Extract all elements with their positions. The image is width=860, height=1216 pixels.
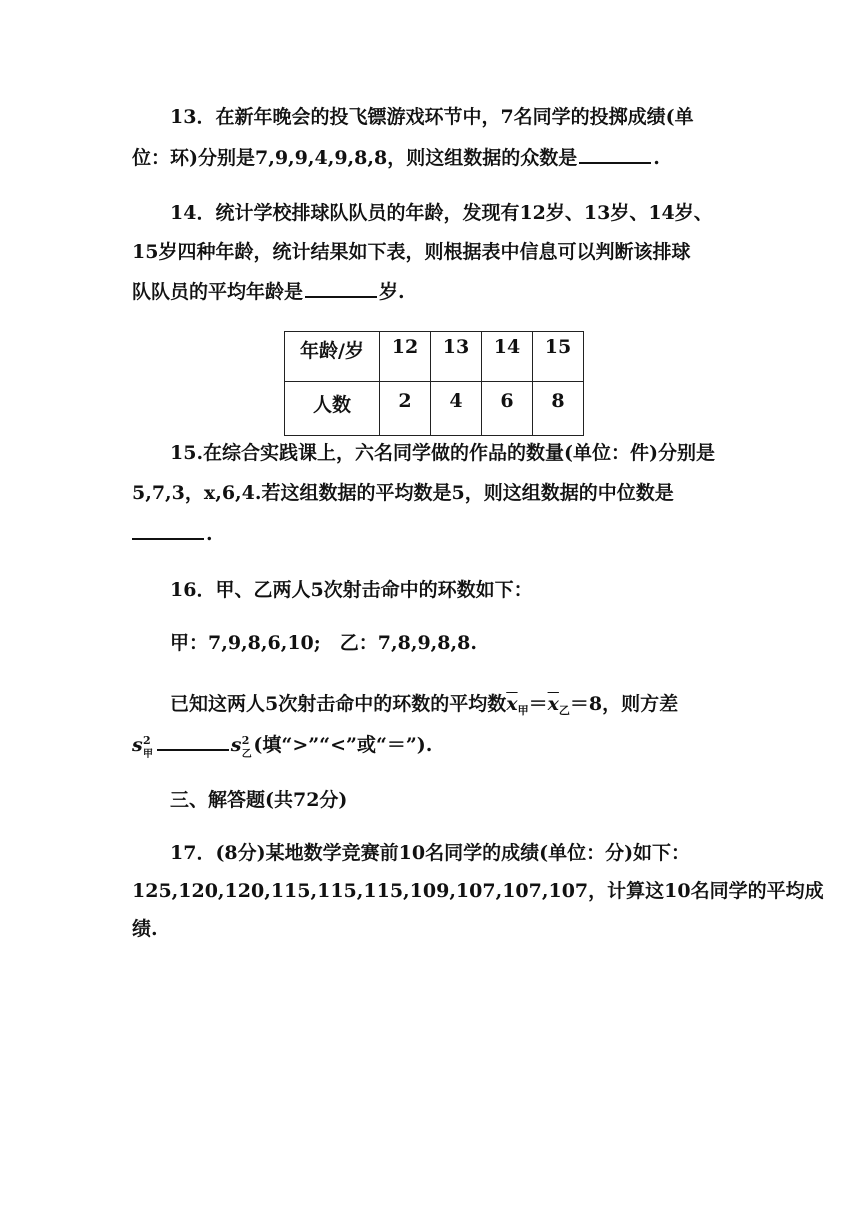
table-cell: 2 <box>380 382 431 436</box>
sub-yi: 乙 <box>558 704 570 717</box>
q13-line2 <box>132 144 660 171</box>
s2-jia <box>132 734 153 760</box>
table-row <box>285 382 584 436</box>
table-header-count: 人数 <box>285 382 380 436</box>
age-table <box>284 331 584 436</box>
q15-end: . <box>206 523 213 545</box>
q14-line1: 14．统计学校排球队队员的年龄，发现有12岁、13岁、14岁、 <box>170 202 713 224</box>
q17-line3: 绩. <box>132 918 158 940</box>
q13-answer-blank[interactable] <box>579 144 651 164</box>
q17-line2: 125,120,120,115,115,115,109,107,107,107，计算这10名同学的平均成 <box>132 880 824 902</box>
sup-2: 2 <box>143 734 151 747</box>
q16-line1: 16．甲、乙两人5次射击命中的环数如下： <box>170 579 533 601</box>
q14-unit: 岁. <box>379 281 405 303</box>
sub-jia: 甲 <box>517 704 529 717</box>
q16-line4 <box>132 731 432 758</box>
q15-answer-blank[interactable] <box>132 520 204 540</box>
q16-line2: 甲：7,9,8,6,10; 乙：7,8,9,8,8. <box>170 632 477 654</box>
q16-answer-blank[interactable] <box>157 731 229 751</box>
q14-line3-text: 队队员的平均年龄是 <box>132 281 304 303</box>
table-cell: 8 <box>533 382 584 436</box>
s-var: s <box>230 734 242 756</box>
q13-line1: 13．在新年晚会的投飞镖游戏环节中，7名同学的投掷成绩(单 <box>170 106 694 128</box>
q14-line3 <box>132 278 405 305</box>
table-cell: 4 <box>431 382 482 436</box>
x-bar-jia: $\overline{x}$ <box>506 693 518 715</box>
q15-line1: 15.在综合实践课上，六名同学做的作品的数量(单位：件)分别是 <box>170 442 716 464</box>
table-header-age: 年龄/岁 <box>285 332 380 382</box>
table-cell: 6 <box>482 382 533 436</box>
q14-line2: 15岁四种年龄，统计结果如下表，则根据表中信息可以判断该排球 <box>132 241 691 263</box>
table-cell: 15 <box>533 332 584 382</box>
q16-line3 <box>170 691 678 724</box>
sub-jia-small: 甲 <box>143 749 153 760</box>
q17-line1: 17．(8分)某地数学竞赛前10名同学的成绩(单位：分)如下： <box>170 842 691 864</box>
s2-yi <box>230 734 252 760</box>
sup-2: 2 <box>241 734 250 747</box>
q13-end: . <box>653 147 660 169</box>
q14-answer-blank[interactable] <box>305 278 377 298</box>
q16-line3a: 已知这两人5次射击命中的环数的平均数 <box>170 693 507 715</box>
q15-line2: 5,7,3，x,6,4.若这组数据的平均数是5，则这组数据的中位数是 <box>132 482 674 504</box>
q16-line4b: (填“>”“<”或“＝”). <box>253 734 433 756</box>
q16-eq: ＝ <box>528 693 548 715</box>
s-var: s <box>132 734 143 756</box>
section-heading: 三、解答题(共72分) <box>170 789 348 811</box>
q16-line3b: ＝8，则方差 <box>569 693 679 715</box>
table-cell: 12 <box>380 332 431 382</box>
table-cell: 14 <box>482 332 533 382</box>
table-cell: 13 <box>431 332 482 382</box>
sub-yi-small: 乙 <box>241 749 252 760</box>
q15-line3 <box>132 520 213 547</box>
table-row <box>285 332 584 382</box>
x-bar-yi: $\overline{x}$ <box>547 693 559 715</box>
q13-line2-text: 位：环)分别是7,9,9,4,9,8,8，则这组数据的众数是 <box>132 147 578 169</box>
